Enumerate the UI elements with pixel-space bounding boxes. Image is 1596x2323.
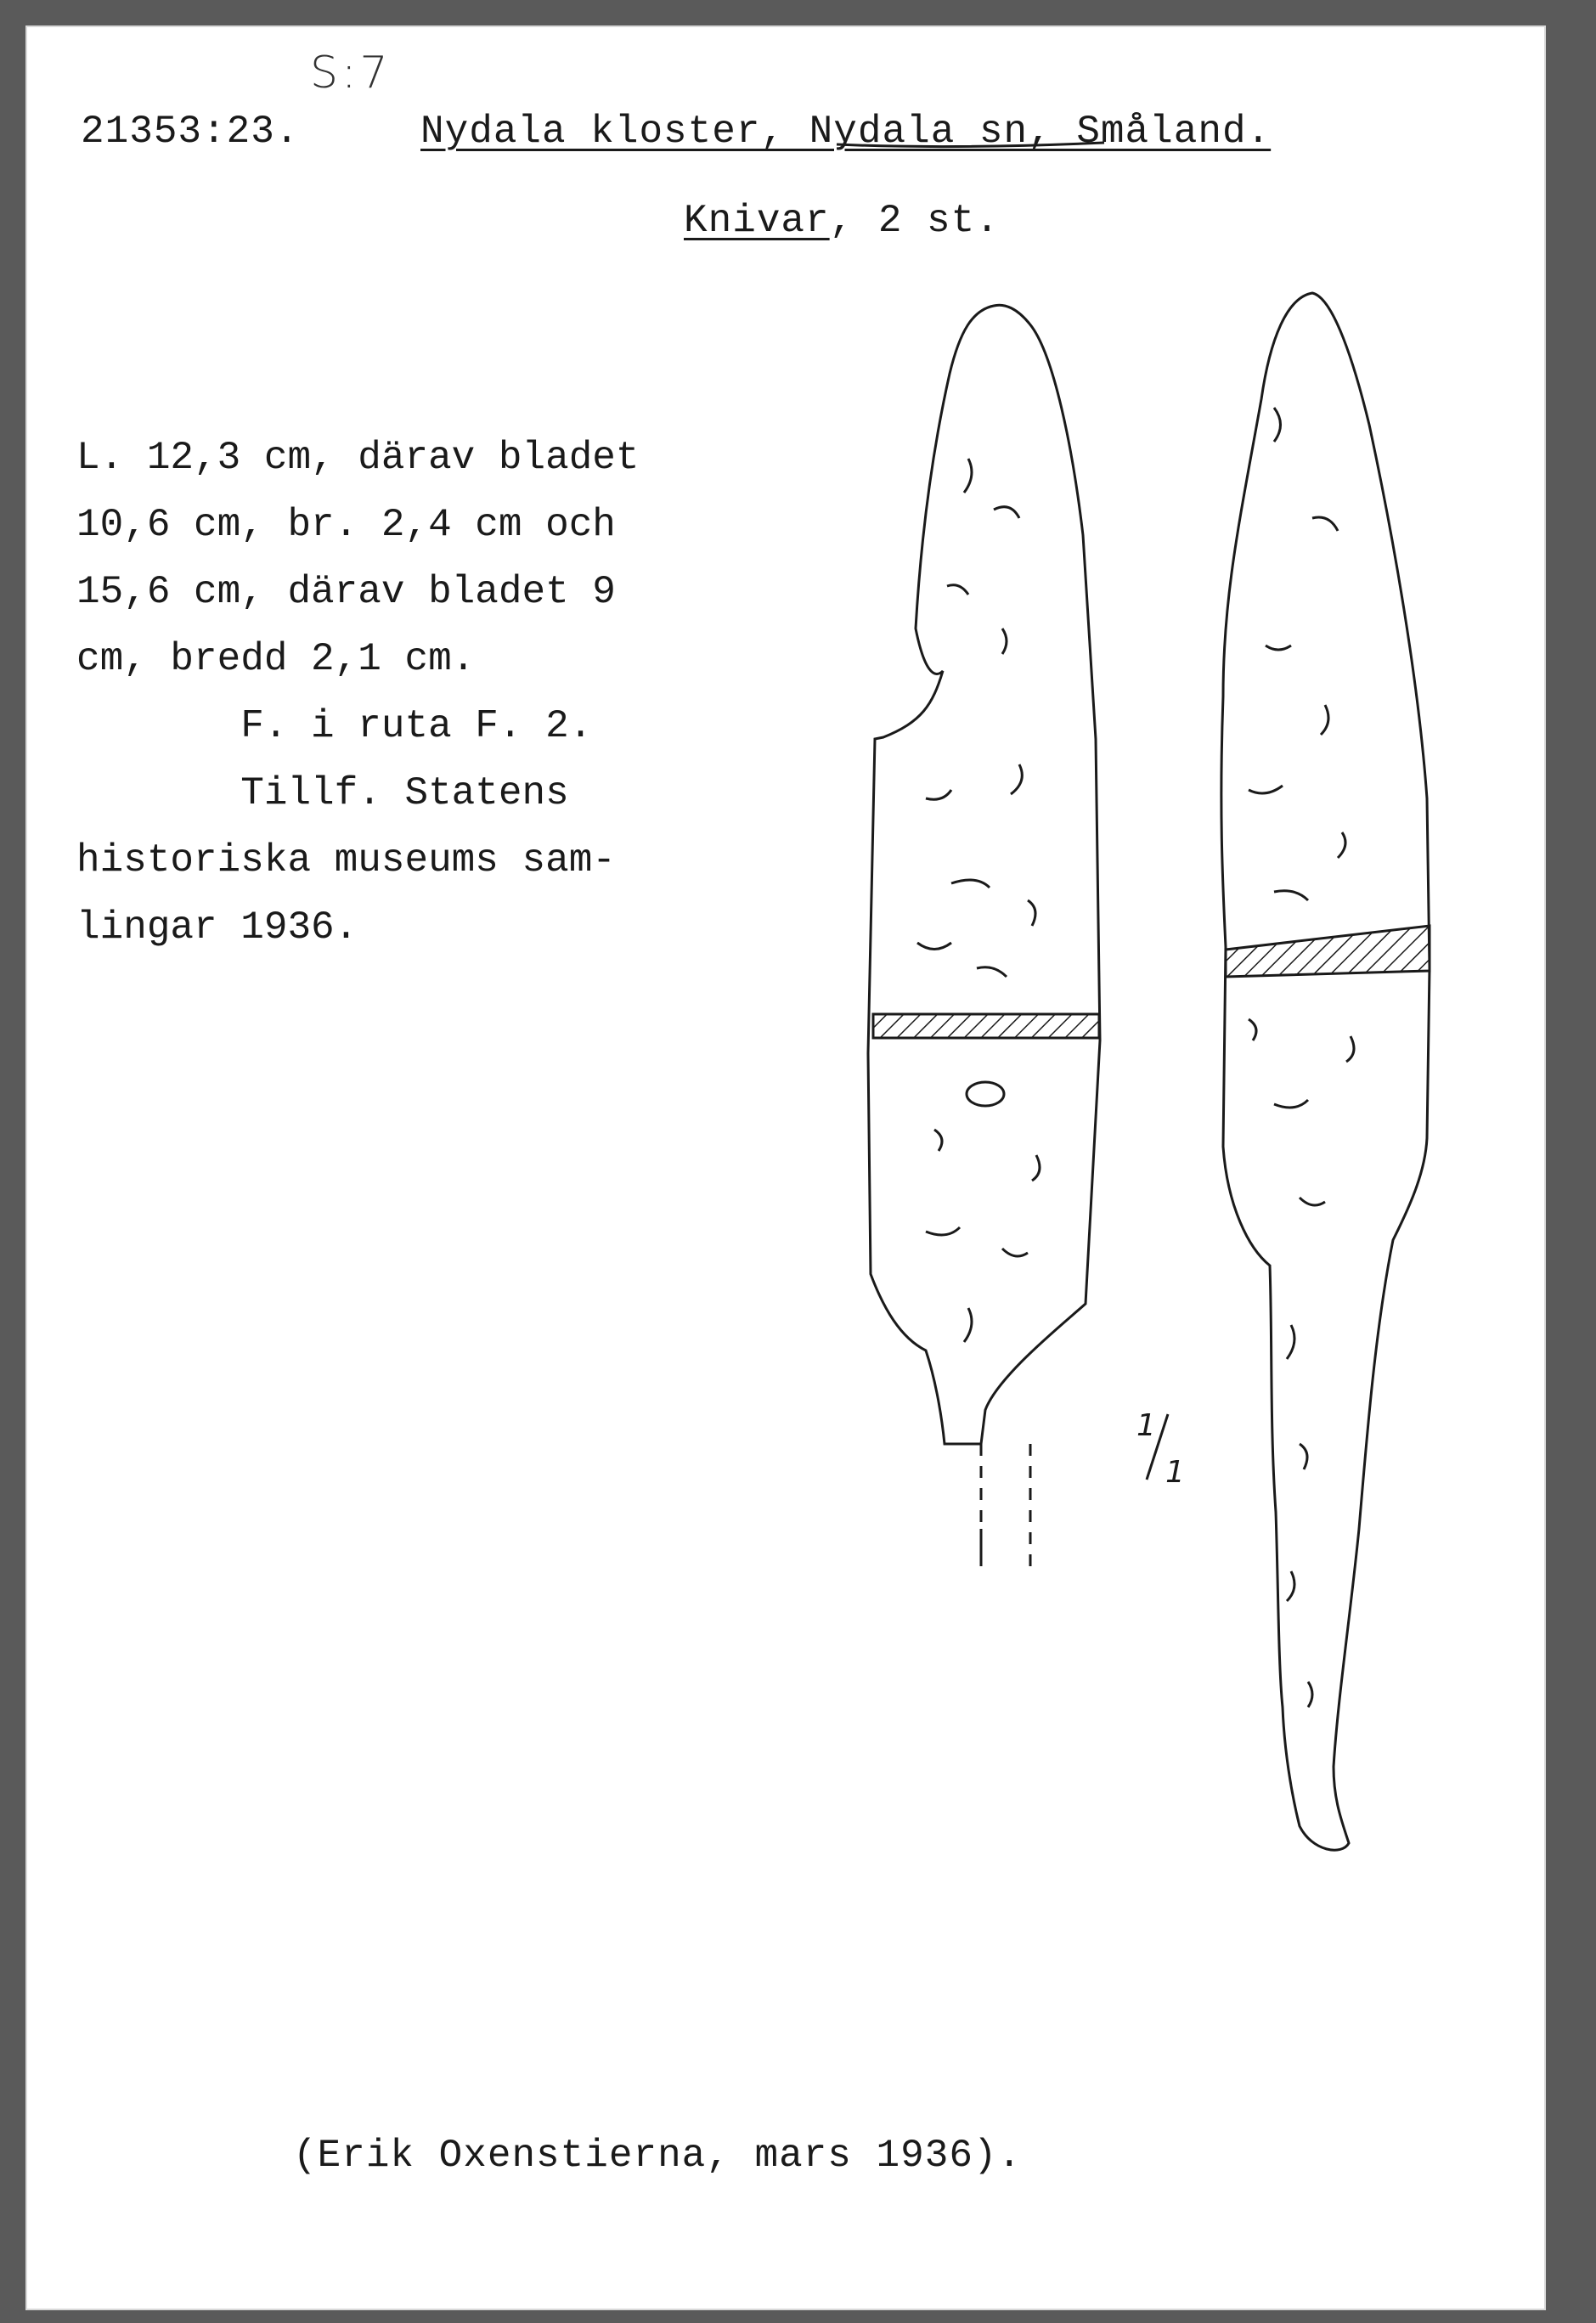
section-hatch-left: [873, 1014, 1099, 1038]
description-line: L. 12,3 cm, därav bladet: [76, 436, 640, 480]
handwritten-note: S:7: [310, 48, 392, 99]
description-line: 15,6 cm, därav bladet 9: [76, 570, 616, 614]
scale-numerator: 1: [1136, 1408, 1156, 1443]
description-line: lingar 1936.: [76, 905, 358, 950]
find-location: Nydala kloster, Nydala sn, Småland.: [420, 110, 1272, 154]
credit-line: (Erik Oxenstierna, mars 1936).: [293, 2134, 1023, 2178]
section-hatch-right: [1226, 926, 1430, 977]
emphasis-underline: [837, 143, 1104, 147]
scale-mark: [1136, 1408, 1185, 1490]
description-line: 10,6 cm, br. 2,4 cm och: [76, 503, 616, 547]
description-line: F. i ruta F. 2.: [76, 704, 593, 748]
description-line: Tillf. Statens: [76, 771, 569, 815]
description-line: cm, bredd 2,1 cm.: [76, 637, 476, 681]
object-count: , 2 st.: [829, 199, 1000, 243]
object-type: Knivar: [684, 199, 830, 243]
knife-drawing-left: [868, 305, 1100, 1576]
knife-drawing-right: [1221, 293, 1430, 1850]
inventory-number: 21353:23.: [81, 110, 300, 154]
scale-denominator: 1: [1165, 1455, 1185, 1490]
description-line: historiska museums sam-: [76, 838, 616, 882]
